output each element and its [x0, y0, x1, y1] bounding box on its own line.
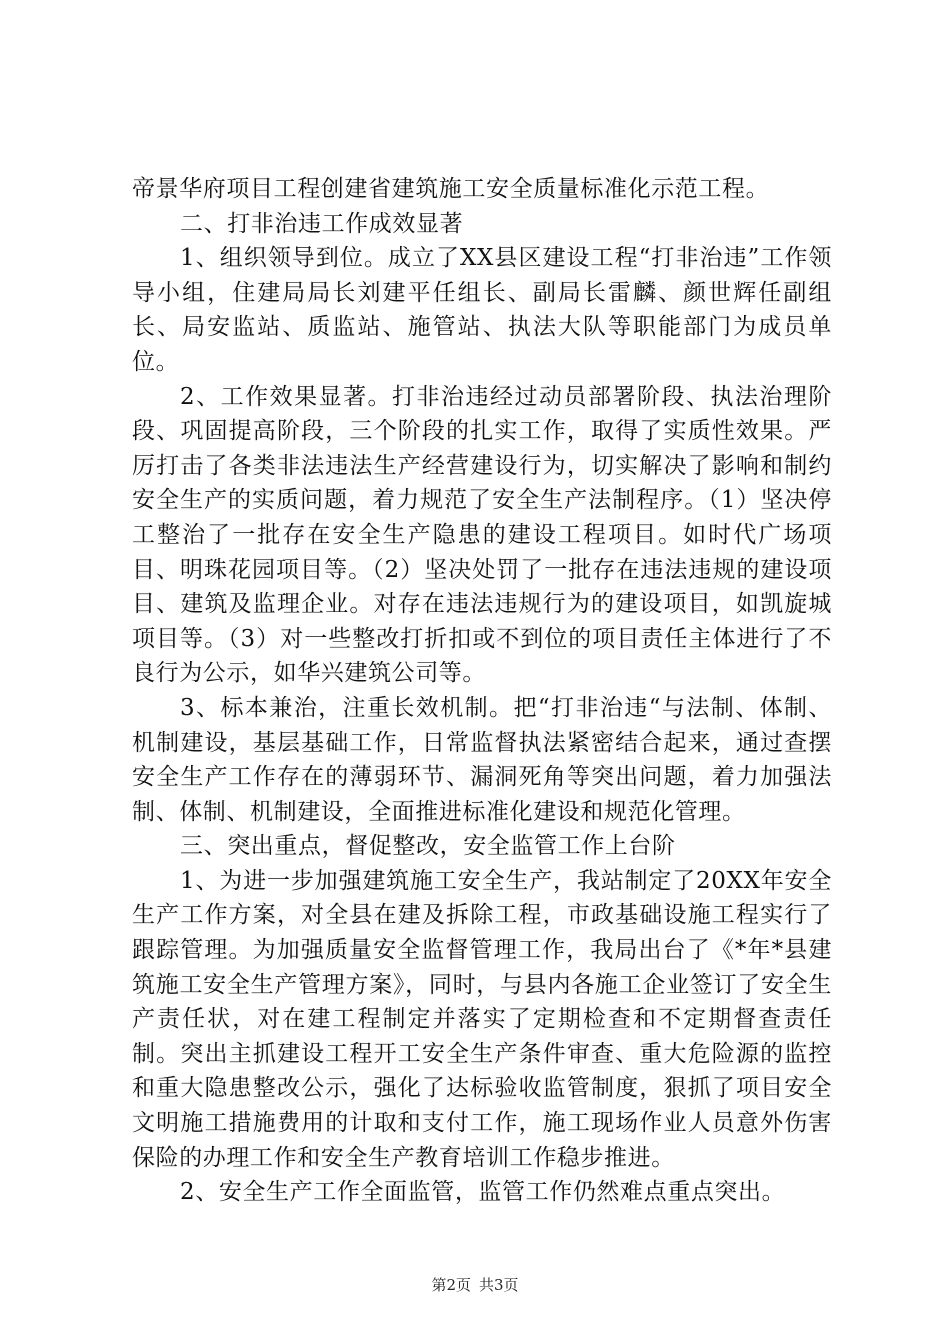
paragraph-organization: 1、组织领导到位。成立了XX县区建设工程“打非治违”工作领导小组，住建局局长刘建平任组长、副局长雷麟、颜世辉任副组长、局安监站、质监站、施管站、执法大队等职能部门为成员单位。	[132, 245, 832, 375]
paragraph-results: 2、工作效果显著。打非治违经过动员部署阶段、执法治理阶段、巩固提高阶段，三个阶段的扎实工作，取得了实质性效果。严厉打击了各类非法违法生产经营建设行为，切实解决了影响和制约安全生产的实质问题，着力规范了安全生产法制程序。（1）坚决停工整治了一批存在安全生产隐患的建设工程项目。如时代广场项目、明珠花园项目等。（2）坚决处罚了一批存在违法违规的建设项目、建筑及监理企业。对存在违法违规行为的建设项目，如凯旋城项目等。（3）对一些整改打折扣或不到位的项目责任主体进行了不良行为公示，如华兴建筑公司等。	[132, 383, 832, 687]
page-number: 第2页	[431, 1276, 471, 1294]
section-heading-3: 三、突出重点，督促整改，安全监管工作上台阶	[180, 833, 676, 860]
paragraph-continuation: 帝景华府项目工程创建省建筑施工安全质量标准化示范工程。	[132, 176, 770, 202]
document-body	[132, 172, 832, 1210]
page-total: 共3页	[479, 1276, 519, 1294]
page-footer	[0, 1275, 950, 1295]
section-heading-2: 二、打非治违工作成效显著	[180, 210, 464, 237]
paragraph-safety-plan: 1、为进一步加强建筑施工安全生产，我站制定了20XX年安全生产工作方案，对全县在建及拆除工程，市政基础设施工程实行了跟踪管理。为加强质量安全监督管理工作，我局出台了《*年*县建筑施工安全生产管理方案》，同时，与县内各施工企业签订了安全生产责任状，对在建工程制定并落实了定期检查和不定期督查责任制。突出主抓建设工程开工安全生产条件审查、重大危险源的监控和重大隐患整改公示，强化了达标验收监管制度，狠抓了项目安全文明施工措施费用的计取和支付工作，施工现场作业人员意外伤害保险的办理工作和安全生产教育培训工作稳步推进。	[132, 867, 832, 1171]
paragraph-long-term-mechanism: 3、标本兼治，注重长效机制。把“打非治违“与法制、体制、机制建设，基层基础工作，日常监督执法紧密结合起来，通过查摆安全生产工作存在的薄弱环节、漏洞死角等突出问题，着力加强法制、体制、机制建设，全面推进标准化建设和规范化管理。	[132, 694, 832, 825]
paragraph-supervision: 2、安全生产工作全面监管，监管工作仍然难点重点突出。	[180, 1179, 786, 1206]
